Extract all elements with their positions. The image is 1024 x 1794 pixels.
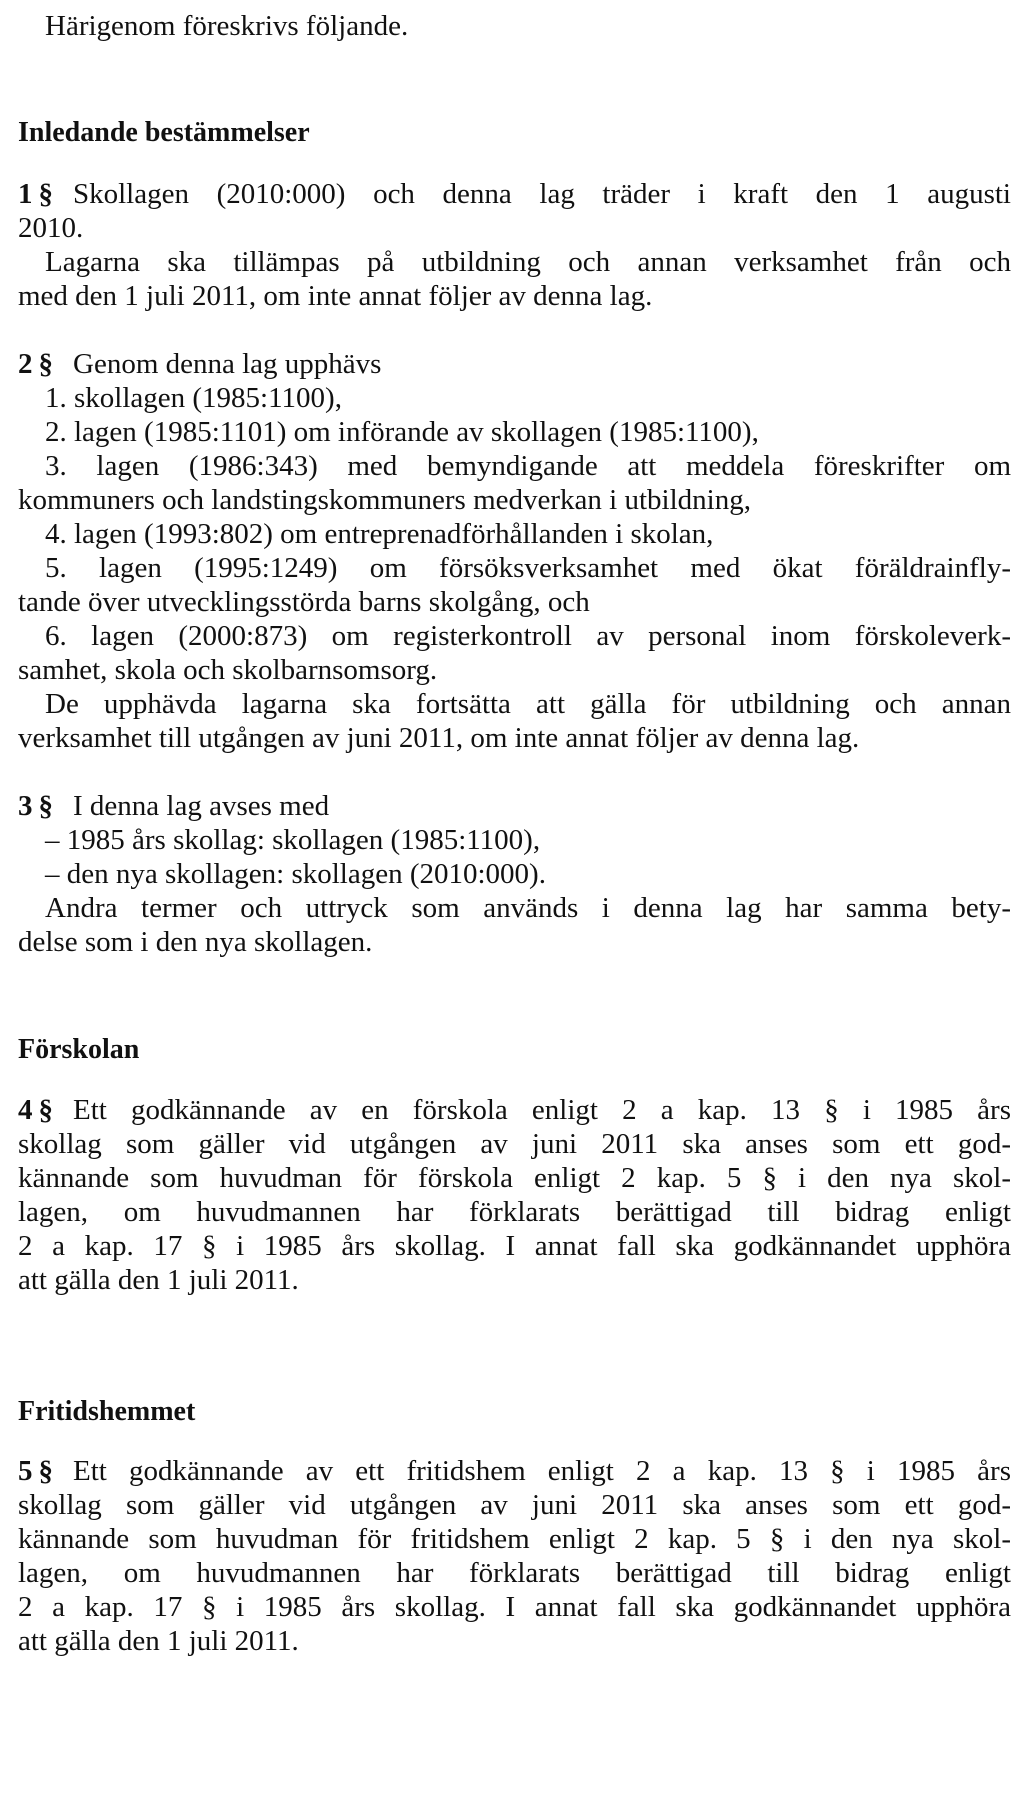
section-5-line: lagen, om huvudmannen har förklarats berättigad till bidrag enligt <box>18 1557 1011 1589</box>
section-4-text: Ett godkännande av en förskola enligt 2 a kap. 13 § i 1985 års <box>73 1094 1011 1126</box>
section-4-number: 4 <box>18 1094 33 1126</box>
section-symbol: § <box>38 348 53 380</box>
repealed-law-item: 4. lagen (1993:802) om entreprenadförhållanden i skolan, <box>45 518 714 550</box>
section-5-text: Ett godkännande av ett fritidshem enligt 2 a kap. 13 § i 1985 års <box>73 1455 1011 1487</box>
heading-inledande: Inledande bestämmelser <box>18 117 310 148</box>
section-3-line: Andra termer och uttryck som används i denna lag har samma bety- <box>45 892 1011 924</box>
repealed-law-item: 5. lagen (1995:1249) om försöksverksamhet med ökat föräldrainfly- <box>45 552 1011 584</box>
section-1-text: Skollagen (2010:000) och denna lag träder i kraft den 1 augusti <box>73 178 1011 210</box>
heading-fritidshemmet: Fritidshemmet <box>18 1396 196 1427</box>
section-5-line: kännande som huvudman för fritidshem enligt 2 kap. 5 § i den nya skol- <box>18 1523 1011 1555</box>
repealed-law-item: 2. lagen (1985:1101) om införande av skollagen (1985:1100), <box>45 416 759 448</box>
section-3-number: 3 <box>18 790 33 822</box>
repealed-law-item: 6. lagen (2000:873) om registerkontroll av personal inom förskoleverk- <box>45 620 1011 652</box>
section-5-line: att gälla den 1 juli 2011. <box>18 1625 299 1657</box>
section-4-line: skollag som gäller vid utgången av juni 2011 ska anses som ett god- <box>18 1128 1011 1160</box>
section-2-line: De upphävda lagarna ska fortsätta att gälla för utbildning och annan <box>45 688 1011 720</box>
section-4-line: 2 a kap. 17 § i 1985 års skollag. I annat fall ska godkännandet upphöra <box>18 1230 1011 1262</box>
section-1-line: Lagarna ska tillämpas på utbildning och annan verksamhet från och <box>45 246 1011 278</box>
section-1-line: med den 1 juli 2011, om inte annat följer av denna lag. <box>18 280 653 312</box>
section-4-line: kännande som huvudman för förskola enligt 2 kap. 5 § i den nya skol- <box>18 1162 1011 1194</box>
repealed-law-item-cont: tande över utvecklingsstörda barns skolgång, och <box>18 586 590 618</box>
definition-item: – den nya skollagen: skollagen (2010:000). <box>45 858 546 890</box>
section-symbol: § <box>38 1094 53 1126</box>
section-5-line: 2 a kap. 17 § i 1985 års skollag. I annat fall ska godkännandet upphöra <box>18 1591 1011 1623</box>
section-2-text: Genom denna lag upphävs <box>73 348 382 380</box>
section-3-line: delse som i den nya skollagen. <box>18 926 373 958</box>
section-3-text: I denna lag avses med <box>73 790 330 822</box>
repealed-law-item: 3. lagen (1986:343) med bemyndigande att meddela föreskrifter om <box>45 450 1011 482</box>
section-1-line: 2010. <box>18 212 84 244</box>
section-5-line: skollag som gäller vid utgången av juni 2011 ska anses som ett god- <box>18 1489 1011 1521</box>
definition-item: – 1985 års skollag: skollagen (1985:1100), <box>45 824 541 856</box>
intro-text: Härigenom föreskrivs följande. <box>45 10 409 42</box>
section-symbol: § <box>38 178 53 210</box>
section-5-number: 5 <box>18 1455 33 1487</box>
section-1-number: 1 <box>18 178 33 210</box>
section-4-line: att gälla den 1 juli 2011. <box>18 1264 299 1296</box>
section-4-line: lagen, om huvudmannen har förklarats berättigad till bidrag enligt <box>18 1196 1011 1228</box>
heading-forskolan: Förskolan <box>18 1034 140 1065</box>
section-symbol: § <box>38 790 53 822</box>
section-2-line: verksamhet till utgången av juni 2011, om inte annat följer av denna lag. <box>18 722 860 754</box>
repealed-law-item-cont: samhet, skola och skolbarnsomsorg. <box>18 654 438 686</box>
repealed-law-item-cont: kommuners och landstingskommuners medverkan i utbildning, <box>18 484 751 516</box>
section-symbol: § <box>38 1455 53 1487</box>
repealed-law-item: 1. skollagen (1985:1100), <box>45 382 342 414</box>
section-2-number: 2 <box>18 348 33 380</box>
